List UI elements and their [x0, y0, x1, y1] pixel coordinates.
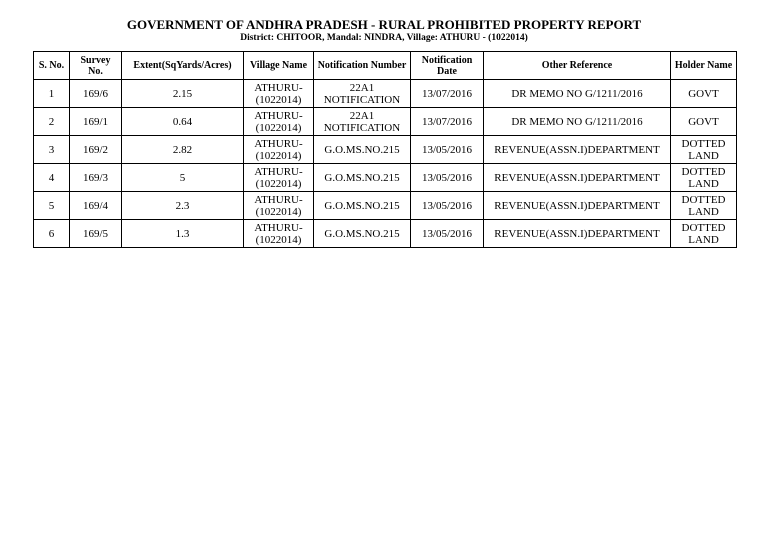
report-subtitle: District: CHITOOR, Mandal: NINDRA, Village: ATHURU - (1022014)	[240, 33, 528, 43]
table-row	[34, 192, 737, 220]
col-header-notification-date: Notification Date	[411, 52, 484, 80]
cell-notification-date: 13/07/2016	[411, 108, 484, 136]
cell-extent: 0.64	[122, 108, 244, 136]
cell-survey-no: 169/3	[70, 164, 122, 192]
cell-survey-no: 169/2	[70, 136, 122, 164]
col-header-village-name: Village Name	[244, 52, 314, 80]
cell-holder-name: DOTTED LAND	[671, 192, 737, 220]
cell-village-name: ATHURU-(1022014)	[244, 80, 314, 108]
cell-serial-no: 6	[34, 220, 70, 248]
report-title: GOVERNMENT OF ANDHRA PRADESH - RURAL PROHIBITED PROPERTY REPORT	[126, 17, 642, 32]
cell-extent: 2.15	[122, 80, 244, 108]
cell-serial-no: 1	[34, 80, 70, 108]
cell-holder-name: DOTTED LAND	[671, 136, 737, 164]
cell-other-reference: REVENUE(ASSN.I)DEPARTMENT	[484, 220, 671, 248]
header-row	[34, 52, 737, 80]
cell-village-name: ATHURU-(1022014)	[244, 108, 314, 136]
cell-survey-no: 169/5	[70, 220, 122, 248]
cell-survey-no: 169/1	[70, 108, 122, 136]
col-header-extent: Extent(SqYards/Acres)	[122, 52, 244, 80]
table-row	[34, 164, 737, 192]
cell-serial-no: 4	[34, 164, 70, 192]
cell-notification-date: 13/05/2016	[411, 136, 484, 164]
cell-notification-date: 13/07/2016	[411, 80, 484, 108]
col-header-survey-no: Survey No.	[70, 52, 122, 80]
cell-holder-name: DOTTED LAND	[671, 164, 737, 192]
cell-extent: 2.3	[122, 192, 244, 220]
cell-notification-number: G.O.MS.NO.215	[314, 192, 411, 220]
cell-notification-number: G.O.MS.NO.215	[314, 136, 411, 164]
cell-survey-no: 169/4	[70, 192, 122, 220]
cell-notification-date: 13/05/2016	[411, 192, 484, 220]
col-header-other-reference: Other Reference	[484, 52, 671, 80]
cell-village-name: ATHURU-(1022014)	[244, 220, 314, 248]
table-row	[34, 136, 737, 164]
cell-holder-name: GOVT	[671, 80, 737, 108]
cell-notification-number: G.O.MS.NO.215	[314, 164, 411, 192]
table-row	[34, 220, 737, 248]
cell-other-reference: DR MEMO NO G/1211/2016	[484, 80, 671, 108]
cell-holder-name: GOVT	[671, 108, 737, 136]
col-header-holder-name: Holder Name	[671, 52, 737, 80]
cell-extent: 2.82	[122, 136, 244, 164]
cell-serial-no: 3	[34, 136, 70, 164]
cell-notification-number: 22A1 NOTIFICATION	[314, 80, 411, 108]
cell-other-reference: REVENUE(ASSN.I)DEPARTMENT	[484, 136, 671, 164]
cell-notification-number: G.O.MS.NO.215	[314, 220, 411, 248]
cell-extent: 5	[122, 164, 244, 192]
cell-other-reference: REVENUE(ASSN.I)DEPARTMENT	[484, 164, 671, 192]
cell-other-reference: REVENUE(ASSN.I)DEPARTMENT	[484, 192, 671, 220]
property-table	[33, 51, 737, 248]
cell-notification-date: 13/05/2016	[411, 164, 484, 192]
col-header-serial-no: S. No.	[34, 52, 70, 80]
cell-notification-date: 13/05/2016	[411, 220, 484, 248]
cell-village-name: ATHURU-(1022014)	[244, 192, 314, 220]
cell-serial-no: 5	[34, 192, 70, 220]
cell-other-reference: DR MEMO NO G/1211/2016	[484, 108, 671, 136]
table-row	[34, 108, 737, 136]
cell-serial-no: 2	[34, 108, 70, 136]
cell-notification-number: 22A1 NOTIFICATION	[314, 108, 411, 136]
cell-survey-no: 169/6	[70, 80, 122, 108]
table-row	[34, 80, 737, 108]
cell-extent: 1.3	[122, 220, 244, 248]
cell-village-name: ATHURU-(1022014)	[244, 136, 314, 164]
col-header-notification-number: Notification Number	[314, 52, 411, 80]
cell-village-name: ATHURU-(1022014)	[244, 164, 314, 192]
cell-holder-name: DOTTED LAND	[671, 220, 737, 248]
